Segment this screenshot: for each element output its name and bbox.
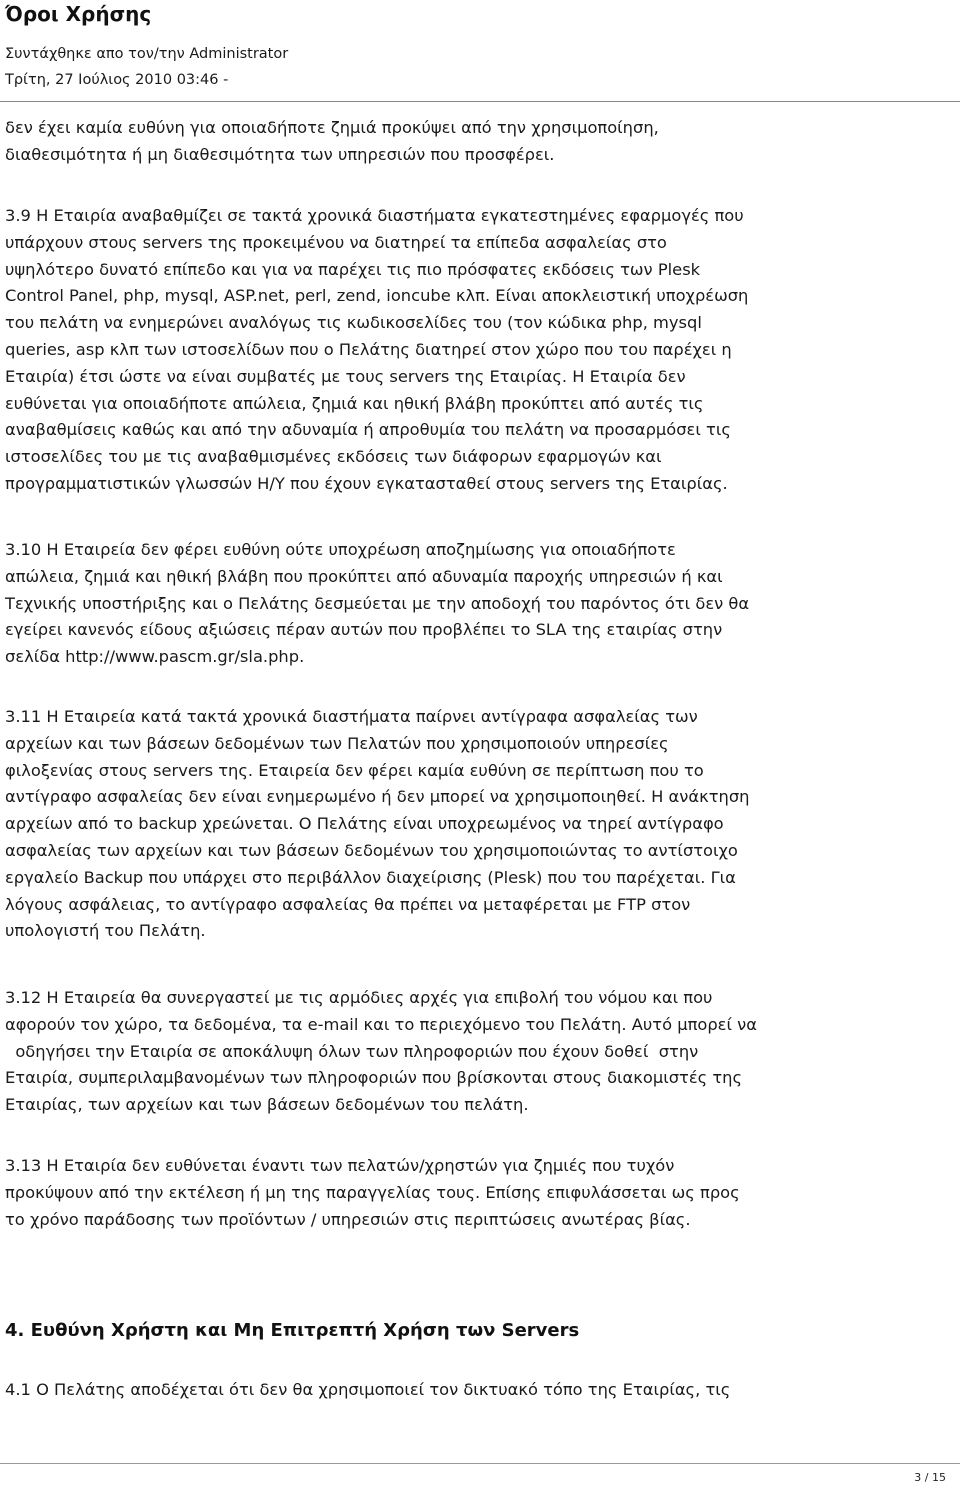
text-line: του πελάτη να ενημερώνει αναλόγως τις κωδικοσελίδες του (τον κώδικα php, mysql	[5, 313, 702, 333]
text-line: αρχείων και των βάσεων δεδομένων των Πελατών που χρησιμοποιούν υπηρεσίες	[5, 733, 669, 753]
text-line: εργαλείο Backup που υπάρχει στο περιβάλλον διαχείρισης (Plesk) που του παρέχεται. Για	[5, 867, 736, 887]
text-line: αρχείων από το backup χρεώνεται. Ο Πελάτης είναι υποχρεωμένος να τηρεί αντίγραφο	[5, 814, 724, 834]
page-title: Όροι Χρήσης	[5, 2, 152, 26]
text-line: ιστοσελίδες του με τις αναβαθμισμένες εκδόσεις των διάφορων εφαρμογών και	[5, 447, 662, 467]
text-line: οδηγήσει την Εταιρία σε αποκάλυψη όλων των πληροφοριών που έχουν δοθεί στην	[5, 1041, 699, 1061]
text-line: λόγους ασφάλειας, το αντίγραφο ασφαλείας θα πρέπει να μεταφέρεται με FTP στον	[5, 894, 691, 914]
text-line: υπολογιστή του Πελάτη.	[5, 921, 206, 941]
text-line: αναβαθμίσεις καθώς και από την αδυναμία ή απροθυμία του πελάτη να προσαρμόσει τις	[5, 420, 731, 440]
text-line: 4.1 Ο Πελάτης αποδέχεται ότι δεν θα χρησιμοποιεί τον δικτυακό τόπο της Εταιρίας, τις	[5, 1380, 731, 1399]
footer-divider	[0, 1463, 960, 1464]
text-line: queries, asp κλπ των ιστοσελίδων που ο Πελάτης διατηρεί στον χώρο που του παρέχει η	[5, 339, 732, 359]
text-line: 3.9 Η Εταιρία αναβαθμίζει σε τακτά χρονικά διαστήματα εγκατεστημένες εφαρμογές που	[5, 206, 744, 225]
text-line: Τεχνικής υποστήριξης και ο Πελάτης δεσμεύεται με την αποδοχή του παρόντος ότι δεν θα	[5, 593, 750, 613]
text-line: ασφαλείας των αρχείων και των βάσεων δεδομένων του χρησιμοποιώντας το αντίστοιχο	[5, 840, 738, 860]
text-line: εγείρει κανενός είδους αξιώσεις πέραν αυτών που προβλέπει το SLA της εταιρίας στην	[5, 620, 723, 640]
text-line: το χρόνο παράδοσης των προϊόντων / υπηρεσιών στις περιπτώσεις ανωτέρας βίας.	[5, 1209, 691, 1229]
paragraph-3-12	[5, 985, 950, 1119]
text-line: δεν έχει καμία ευθύνη για οποιαδήποτε ζημιά προκύψει από την χρησιμοποίηση,	[5, 118, 659, 137]
text-line: 3.10 Η Εταιρεία δεν φέρει ευθύνη ούτε υποχρέωση αποζημίωσης για οποιαδήποτε	[5, 540, 676, 559]
text-line: Control Panel, php, mysql, ASP.net, perl, zend, ioncube κλπ. Είναι αποκλειστική υποχρέωση	[5, 286, 749, 306]
author-line: Συντάχθηκε απο τον/την Administrator	[5, 46, 289, 62]
text-line: διαθεσιμότητα ή μη διαθεσιμότητα των υπηρεσιών που προσφέρει.	[5, 144, 555, 164]
paragraph-3-11	[5, 704, 950, 945]
section-heading: 4. Ευθύνη Χρήστη και Μη Επιτρεπτή Χρήση των Servers	[5, 1320, 580, 1341]
paragraph-3-10	[5, 537, 950, 671]
text-line: 3.11 Η Εταιρεία κατά τακτά χρονικά διαστήματα παίρνει αντίγραφα ασφαλείας των	[5, 707, 698, 726]
paragraph-3-9	[5, 203, 950, 498]
text-line: ευθύνεται για οποιαδήποτε απώλεια, ζημιά και ηθική βλάβη προκύπτει από αυτές τις	[5, 393, 704, 413]
text-line: αφορούν τον χώρο, τα δεδομένα, τα e-mail και το περιεχόμενο του Πελάτη. Αυτό μπορεί να	[5, 1014, 757, 1034]
page-number: 3 / 15	[914, 1471, 946, 1484]
text-line: σελίδα http://www.pascm.gr/sla.php.	[5, 647, 305, 667]
paragraph-intro	[5, 115, 950, 169]
paragraph-4-1	[5, 1377, 950, 1404]
date-line: Τρίτη, 27 Ιούλιος 2010 03:46 -	[5, 72, 229, 88]
text-line: 3.12 Η Εταιρεία θα συνεργαστεί με τις αρμόδιες αρχές για επιβολή του νόμου και που	[5, 988, 713, 1007]
text-line: υπάρχουν στους servers της προκειμένου να διατηρεί τα επίπεδα ασφαλείας στο	[5, 232, 667, 252]
text-line: φιλοξενίας στους servers της. Εταιρεία δεν φέρει καμία ευθύνη σε περίπτωση που το	[5, 760, 704, 780]
text-line: προγραμματιστικών γλωσσών Η/Υ που έχουν εγκατασταθεί στους servers της Εταιρίας.	[5, 473, 728, 493]
text-line: Εταιρία) έτσι ώστε να είναι συμβατές με τους servers της Εταιρίας. Η Εταιρία δεν	[5, 366, 686, 386]
text-line: αντίγραφο ασφαλείας δεν είναι ενημερωμένο ή δεν μπορεί να χρησιμοποιηθεί. Η ανάκτηση	[5, 787, 750, 807]
header-divider	[0, 101, 960, 102]
text-line: προκύψουν από την εκτέλεση ή μη της παραγγελίας τους. Επίσης επιφυλάσσεται ως προς	[5, 1182, 740, 1202]
text-line: απώλεια, ζημιά και ηθική βλάβη που προκύπτει από αδυναμία παροχής υπηρεσιών ή και	[5, 566, 723, 586]
text-line: Εταιρία, συμπεριλαμβανομένων των πληροφοριών που βρίσκονται στους διακομιστές της	[5, 1068, 743, 1088]
text-line: Εταιρίας, των αρχείων και των βάσεων δεδομένων του πελάτη.	[5, 1095, 529, 1115]
paragraph-3-13	[5, 1153, 950, 1233]
text-line: υψηλότερο δυνατό επίπεδο και για να παρέχει τις πιο πρόσφατες εκδόσεις των Plesk	[5, 259, 701, 279]
text-line: 3.13 Η Εταιρία δεν ευθύνεται έναντι των πελατών/χρηστών για ζημιές που τυχόν	[5, 1156, 675, 1175]
